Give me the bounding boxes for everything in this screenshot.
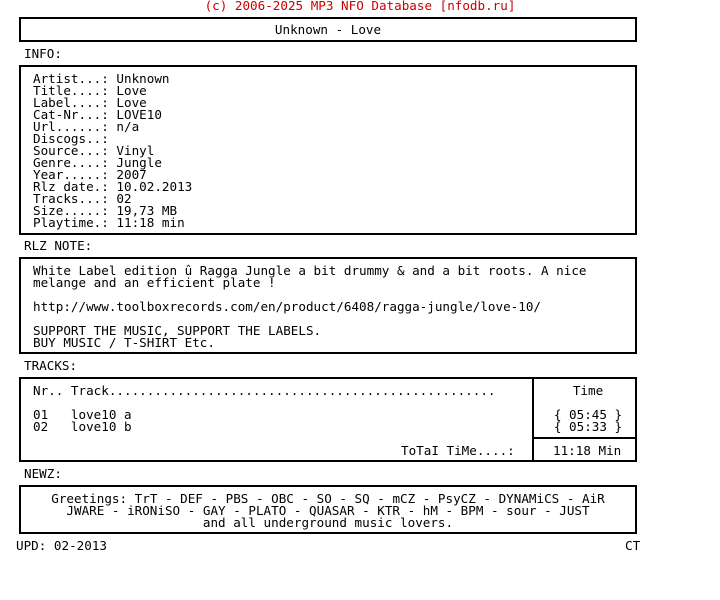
rlz-note-box xyxy=(19,257,637,354)
greetings-text xyxy=(21,493,635,529)
rlz-note-text xyxy=(33,265,587,349)
info-value: n/a xyxy=(116,119,140,134)
info-value: 2007 xyxy=(116,167,147,182)
info-key: Size.....: xyxy=(33,203,109,218)
info-key: Artist...: xyxy=(33,71,109,86)
track-number: 01 xyxy=(33,407,49,422)
total-time-label: ToTaI TiMe....: xyxy=(401,443,515,458)
track-number: 02 xyxy=(33,419,49,434)
copyright-header: (c) 2006-2025 MP3 NFO Database [nfodb.ru] xyxy=(204,0,516,13)
note-line: http://www.toolboxrecords.com/en/product/6408/ragga-jungle/love-10/ xyxy=(33,299,541,314)
info-value: 19,73 MB xyxy=(116,203,178,218)
update-date: UPD: 02-2013 xyxy=(16,538,107,553)
info-key: Tracks...: xyxy=(33,191,109,206)
info-value: Jungle xyxy=(116,155,162,170)
column-divider xyxy=(532,379,534,460)
greetings-line: Greetings: TrT - DEF - PBS - OBC - SO - SQ - mCZ - PsyCZ - DYNAMiCS - AiR xyxy=(51,491,605,506)
info-key: Genre....: xyxy=(33,155,109,170)
note-line: melange and an efficient plate ! xyxy=(33,275,276,290)
note-line: White Label edition û Ragga Jungle a bit drummy & and a bit roots. A nice xyxy=(33,263,587,278)
info-key: Cat-Nr...: xyxy=(33,107,109,122)
note-line: SUPPORT THE MUSIC, SUPPORT THE LABELS. xyxy=(33,323,322,338)
total-time-value: 11:18 Min xyxy=(553,443,622,458)
info-key: Title....: xyxy=(33,83,109,98)
track-time: { 05:45 } xyxy=(553,407,623,422)
track-rows xyxy=(33,409,496,433)
info-value: Love xyxy=(116,95,147,110)
info-value: Love xyxy=(116,83,147,98)
rlz-note-section-label: RLZ NOTE: xyxy=(24,238,93,253)
track-time: { 05:33 } xyxy=(553,419,623,434)
release-title-box xyxy=(19,17,637,42)
newz-box xyxy=(19,485,637,534)
tracklist-header: Nr.. Track................................................... xyxy=(33,383,496,398)
info-key: Label....: xyxy=(33,95,109,110)
track-row xyxy=(33,421,496,433)
info-value: 02 xyxy=(116,191,132,206)
info-list xyxy=(33,73,192,229)
ct-tag: CT xyxy=(625,538,641,553)
info-value: Unknown xyxy=(116,71,170,86)
greetings-line: and all underground music lovers. xyxy=(202,515,454,530)
info-value: 11:18 min xyxy=(116,215,185,230)
info-key: Url......: xyxy=(33,119,109,134)
time-column xyxy=(541,385,635,433)
info-key: Source...: xyxy=(33,143,109,158)
newz-section-label: NEWZ: xyxy=(24,466,62,481)
info-key: Playtime.: xyxy=(33,215,109,230)
tracks-section-label: TRACKS: xyxy=(24,358,78,373)
release-title: Unknown - Love xyxy=(274,22,382,37)
info-key: Discogs..: xyxy=(33,131,109,146)
info-key: Rlz date.: xyxy=(33,179,109,194)
time-header: Time xyxy=(572,383,604,398)
tracks-box xyxy=(19,377,637,462)
tracklist xyxy=(33,385,496,433)
info-value: 10.02.2013 xyxy=(116,179,193,194)
time-rows xyxy=(541,409,635,433)
greetings-line: JWARE - iRONiSO - GAY - PLATO - QUASAR - KTR - hM - BPM - sour - JUST xyxy=(66,503,590,518)
info-value: Vinyl xyxy=(116,143,155,158)
total-divider xyxy=(532,437,635,439)
info-box xyxy=(19,65,637,235)
info-section-label: INFO: xyxy=(24,46,62,61)
info-key: Year.....: xyxy=(33,167,109,182)
info-row xyxy=(33,217,192,229)
track-name: love10 b xyxy=(70,419,132,434)
track-name: love10 a xyxy=(70,407,132,422)
note-line: BUY MUSIC / T-SHIRT Etc. xyxy=(33,335,215,350)
info-value: LOVE10 xyxy=(116,107,162,122)
